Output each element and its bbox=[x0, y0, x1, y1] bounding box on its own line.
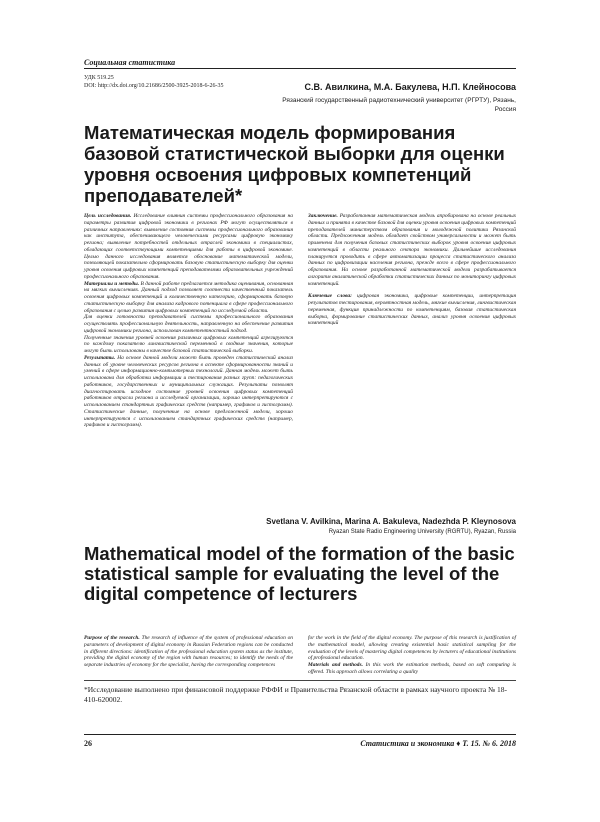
ru-keywords-label: Ключевые слова: bbox=[308, 293, 352, 300]
doi-link[interactable]: DOI: http://dx.doi.org/10.21686/2500-3925-2018-6-26-35 bbox=[84, 83, 224, 89]
en-affiliation: Ryazan State Radio Engineering University (RGRTU), Ryazan, Russia bbox=[328, 529, 516, 535]
header-divider bbox=[84, 68, 516, 69]
funding-footnote: *Исследование выполнено при финансовой поддержке РФФИ и Правительства Рязанской области в рамках научного проекта № 18-410-620002. bbox=[84, 685, 508, 704]
udk-block bbox=[84, 74, 224, 90]
ru-paper-title: Математическая модель формирования базовой статистической выборки для оценки уровня освоения цифровых компетенций преподавателей* bbox=[84, 122, 505, 206]
ru-authors: С.В. Авилкина, М.А. Бакулева, Н.П. Клейносова bbox=[304, 82, 516, 92]
en-right-text: for the work in the field of the digital economy. The purpose of this research is justification of the mathematical model, allowing creating existential basic statistical sampling for the evaluation of the levels of mastering digital competences by lecturers of educational institutions of professional education. bbox=[308, 635, 516, 662]
ru-methods-text: В данной работе предлагается методика оценивания, основанная на мягких вычислениях. Данный подход позволяет соотнести качественный показатель освоения цифровых компетенций и количественную категорию, сформировать базовую статистическую выборку для анализа кадрового потенциала в сфере профессионального образования с целью развития цифровых компетенций по исследуемой области. bbox=[84, 280, 293, 314]
ru-results-label: Результаты. bbox=[84, 354, 116, 361]
ru-abstract-right-column bbox=[308, 213, 516, 327]
ru-methods-label: Материалы и методы. bbox=[84, 280, 140, 287]
en-purpose-text: The research of influence of the system of professional education on parameters of development of digital economy in Russian Federation regions can be conducted in different directions: identification of the professional education system status as the institute, providing the digital economy of the region with human resources; to identify the needs of the separate industries of economy for the specialist, having the corresponding competences bbox=[84, 635, 293, 668]
ru-results-text: На основе данной модели может быть проведен статистический анализ данных об уровне человеческих ресурсов региона в аспекте сформированности знаний и умений в сфере информационно-компьютерных технологий. Данная модель может быть использована для обработки информации и тестирования разных групп: педагогических работников, государственных и муниципальных служащих. Результаты позволят диагностировать исходное состояние уровней освоения цифровых компетенций работников отрасли региона и исследуемой организации, хорошо интерпретируются с использованием стандартных графических средств (например, графиков и гистограмм). Статистические данные, полученные на основе предложенной модели, хорошо интерпретируются с использованием стандартных графических средств (например, графиков и гистограмм). bbox=[84, 354, 293, 429]
udk-code: УДК 519.25 bbox=[84, 75, 114, 81]
ru-conclusion-text: Разработанная математическая модель апробирована на основе реальных данных и принята в качестве базовой для оценки уровня освоения цифровых компетенций преподавателей министерством образования и молодежной политики Рязанской области. Предложенная модель обладает свойством универсальности и может быть применена для получения базовых статистических выборок уровня освоения цифровых компетенций в области реального сектора экономики. Дальнейшие исследования планируется проводить в сфере автоматизации процесса статистического анализа данных по цифровизации населения региона, прежде всего в сфере профессионального образования. На основе разработанной математической модели разрабатывается алгоритм аналитической обработки статистических данных по мониторингу цифровых компетенций. bbox=[308, 213, 516, 287]
ru-purpose-label: Цель исследования. bbox=[84, 213, 132, 219]
ru-keywords-text: цифровая экономика, цифровые компетенции, интерпретация результатов тестирования, вероятностная модель, мягкие вычисления, лингвистическая переменная, функция принадлежности по компетенциям, базовая статистическая выборка, формирование статистических данных, анализ уровня освоения цифровых компетенций bbox=[308, 293, 516, 327]
page-number: 26 bbox=[84, 739, 92, 748]
journal-info: Статистика и экономика ♦ Т. 15. № 6. 2018 bbox=[360, 739, 516, 748]
en-abstract-right-column bbox=[308, 635, 516, 676]
ru-affiliation: Рязанский государственный радиотехнический университет (РГРТУ), Рязань, Россия bbox=[282, 97, 516, 113]
en-authors: Svetlana V. Avilkina, Marina A. Bakuleva, Nadezhda P. Kleynosova bbox=[266, 517, 516, 526]
ru-abstract-left-column bbox=[84, 213, 293, 429]
section-title: Социальная статистика bbox=[84, 58, 176, 67]
footer-divider bbox=[84, 734, 516, 735]
ru-methods-text-2: Для оценки готовности преподавателей системы профессионального образования осуществлять профессиональную деятельность, направленную на обеспечение развития цифровой экономики региона, использован компетентностный подход. bbox=[84, 314, 293, 334]
footnote-divider bbox=[84, 680, 516, 681]
ru-methods-text-3: Полученные значения уровней освоения различных цифровых компетенций агрегируются по каждому показателю лингвистической переменной в сводные значения, которые могут быть использованы в качестве базовой статистической выборки. bbox=[84, 334, 293, 354]
en-abstract-left-column bbox=[84, 635, 293, 669]
en-methods-label: Materials and methods. bbox=[308, 662, 363, 668]
en-purpose-label: Purpose of the research. bbox=[84, 635, 140, 641]
ru-conclusion-label: Заключение. bbox=[308, 213, 338, 219]
en-methods-text: In this work the estimation methods, based on soft computing is offered. This approach allows correlating a quality bbox=[308, 662, 516, 675]
en-paper-title: Mathematical model of the formation of the basic statistical sample for evaluating the level of the digital competence of lecturers bbox=[84, 543, 515, 604]
ru-purpose-text: Исследование влияния системы профессионального образования на параметры развития цифровой экономики в регионах РФ могут осуществляться в различных направлениях: выявление состояния системы профессионального образования как института, обеспечивающего человеческими ресурсами цифровую экономику региона; выявление потребностей отдельных отраслей экономики в специалистах, обладающих соответствующими компетенциями для работы в цифровой экономике. Целью данного исследования является обоснование математической модели, позволяющей показательно сформировать базовую статистическую выборку для оценки уровня освоения цифровых компетенций преподавателями образовательных учреждений профессионального образования. bbox=[84, 213, 293, 280]
